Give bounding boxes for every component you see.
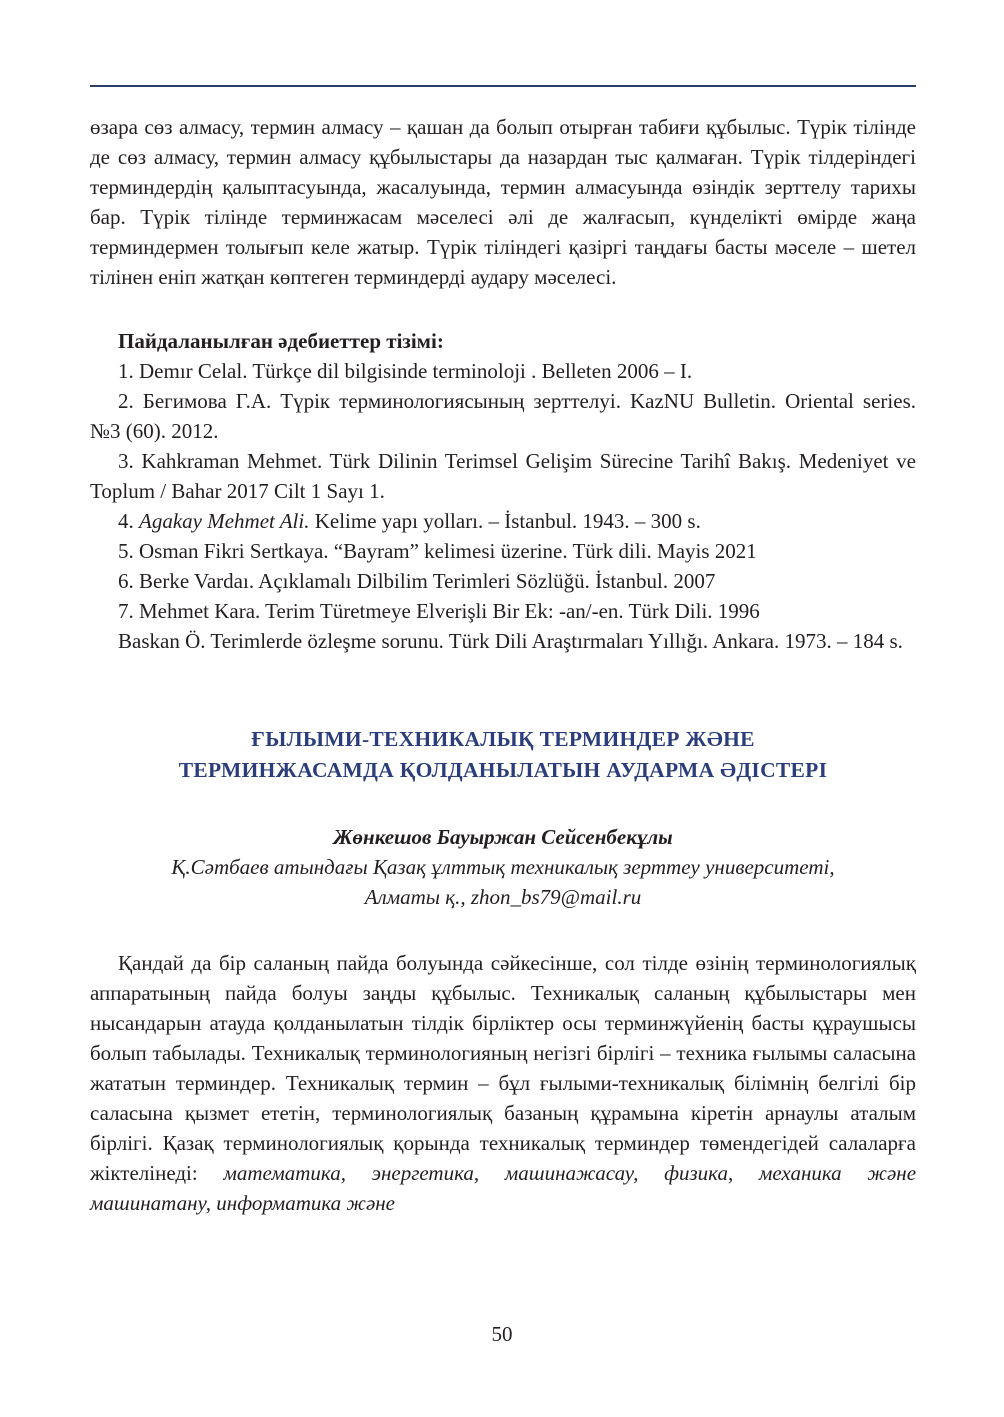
reference-item: 6. Berke Vardaı. Açıklamalı Dilbilim Terimleri Sözlüğü. İstanbul. 2007: [118, 569, 716, 593]
reference-item: 7. Mehmet Kara. Terim Türetmeye Elverişli Bir Ek: -an/-en. Türk Dili. 1996: [118, 599, 760, 623]
body-text: Қандай да бір саланың пайда болуында сәйкесінше, сол тілде өзінің терминологиялық аппаратының пайда болуы заңды құбылыс. Техникалық саланың құбылыстары мен нысандарын атауда қолданылатын тілдік бірліктер осы терминжүйенің басты құраушысы болып табылады. Техникалық терминологияның негізгі бірлігі – техника ғылымы саласына жататын терминдер. Техникалық термин – бұл ғылыми-техникалық білімнің белгілі бір саласына қызмет ететін, терминологиялық базаның құрамына кіретін арнаулы аталым бірлігі. Қазақ терминологиялық қорында техникалық терминдер төмендегідей салаларға жіктелінеді:: [90, 951, 916, 1185]
reference-item: Baskan Ö. Terimlerde özleşme sorunu. Türk Dili Araştırmaları Yıllığı. Ankara. 1973. – 184 s.: [118, 629, 903, 653]
intro-paragraph: өзара сөз алмасу, термин алмасу – қашан да болып отырған табиғи құбылыс. Түрік тілінде де сөз алмасу, термин алмасу құбылыстары да назардан тыс қалмаған. Түрік тілдеріндегі терминдердің қалыптасуында, жасалуында, термин алмасуында өзіндік зерттелу тарихы бар. Түрік тілінде терминжасам мәселесі әлі де жалғасып, күнделікті өмірде жаңа терминдермен толығып келе жатыр. Түрік тіліндегі қазіргі таңдағы басты мәселе – шетел тілінен еніп жатқан көптеген терминдерді аудару мәселесі.: [90, 115, 916, 289]
affiliation-line: Қ.Сәтбаев атындағы Қазақ ұлттық техникалық зерттеу университеті,: [171, 855, 835, 879]
references-list: [90, 356, 916, 656]
article-title-line: ҒЫЛЫМИ-ТЕХНИКАЛЫҚ ТЕРМИНДЕР ЖӘНЕ: [251, 727, 755, 751]
reference-item: 3. Kahkraman Mehmet. Türk Dilinin Terimsel Gelişim Sürecine Tarihî Bakış. Medeniyet ve Toplum / Bahar 2017 Cilt 1 Sayı 1.: [90, 449, 916, 503]
page-content: [90, 112, 916, 1218]
reference-item: 2. Бегимова Г.А. Түрік терминологиясының зерттелуі. KazNU Bulletin. Oriental series. №3 (60). 2012.: [90, 389, 916, 443]
article-author: Жөнкешов Бауыржан Сейсенбекұлы: [333, 825, 673, 849]
reference-number: 4.: [118, 509, 139, 533]
article-title: [90, 724, 916, 786]
page-number: 50: [491, 1322, 513, 1346]
reference-item: 5. Osman Fikri Sertkaya. “Bayram” kelimesi üzerine. Türk dili. Mayis 2021: [118, 539, 757, 563]
reference-author-italic: Agakay Mehmet Ali.: [139, 509, 310, 533]
affiliation-contact: Алматы қ., zhon_bs79@mail.ru: [364, 885, 642, 909]
author-affiliation: [90, 852, 916, 912]
reference-details: Kelime yapı yolları. – İstanbul. 1943. – 300 s.: [309, 509, 701, 533]
article-title-line: ТЕРМИНЖАСАМДА ҚОЛДАНЫЛАТЫН АУДАРМА ӘДІСТЕРІ: [178, 758, 828, 782]
reference-item: 1. Demır Celal. Türkçe dil bilgisinde terminoloji . Belleten 2006 – I.: [118, 359, 693, 383]
references-heading: Пайдаланылған әдебиеттер тізімі:: [118, 329, 444, 353]
body-italic-terms: математика, энергетика, машинажасау, физика, механика және машинатану, информатика және: [90, 1161, 917, 1215]
reference-item: [90, 506, 916, 536]
header-rule: [90, 85, 916, 87]
article-body-paragraph: [90, 948, 916, 1218]
